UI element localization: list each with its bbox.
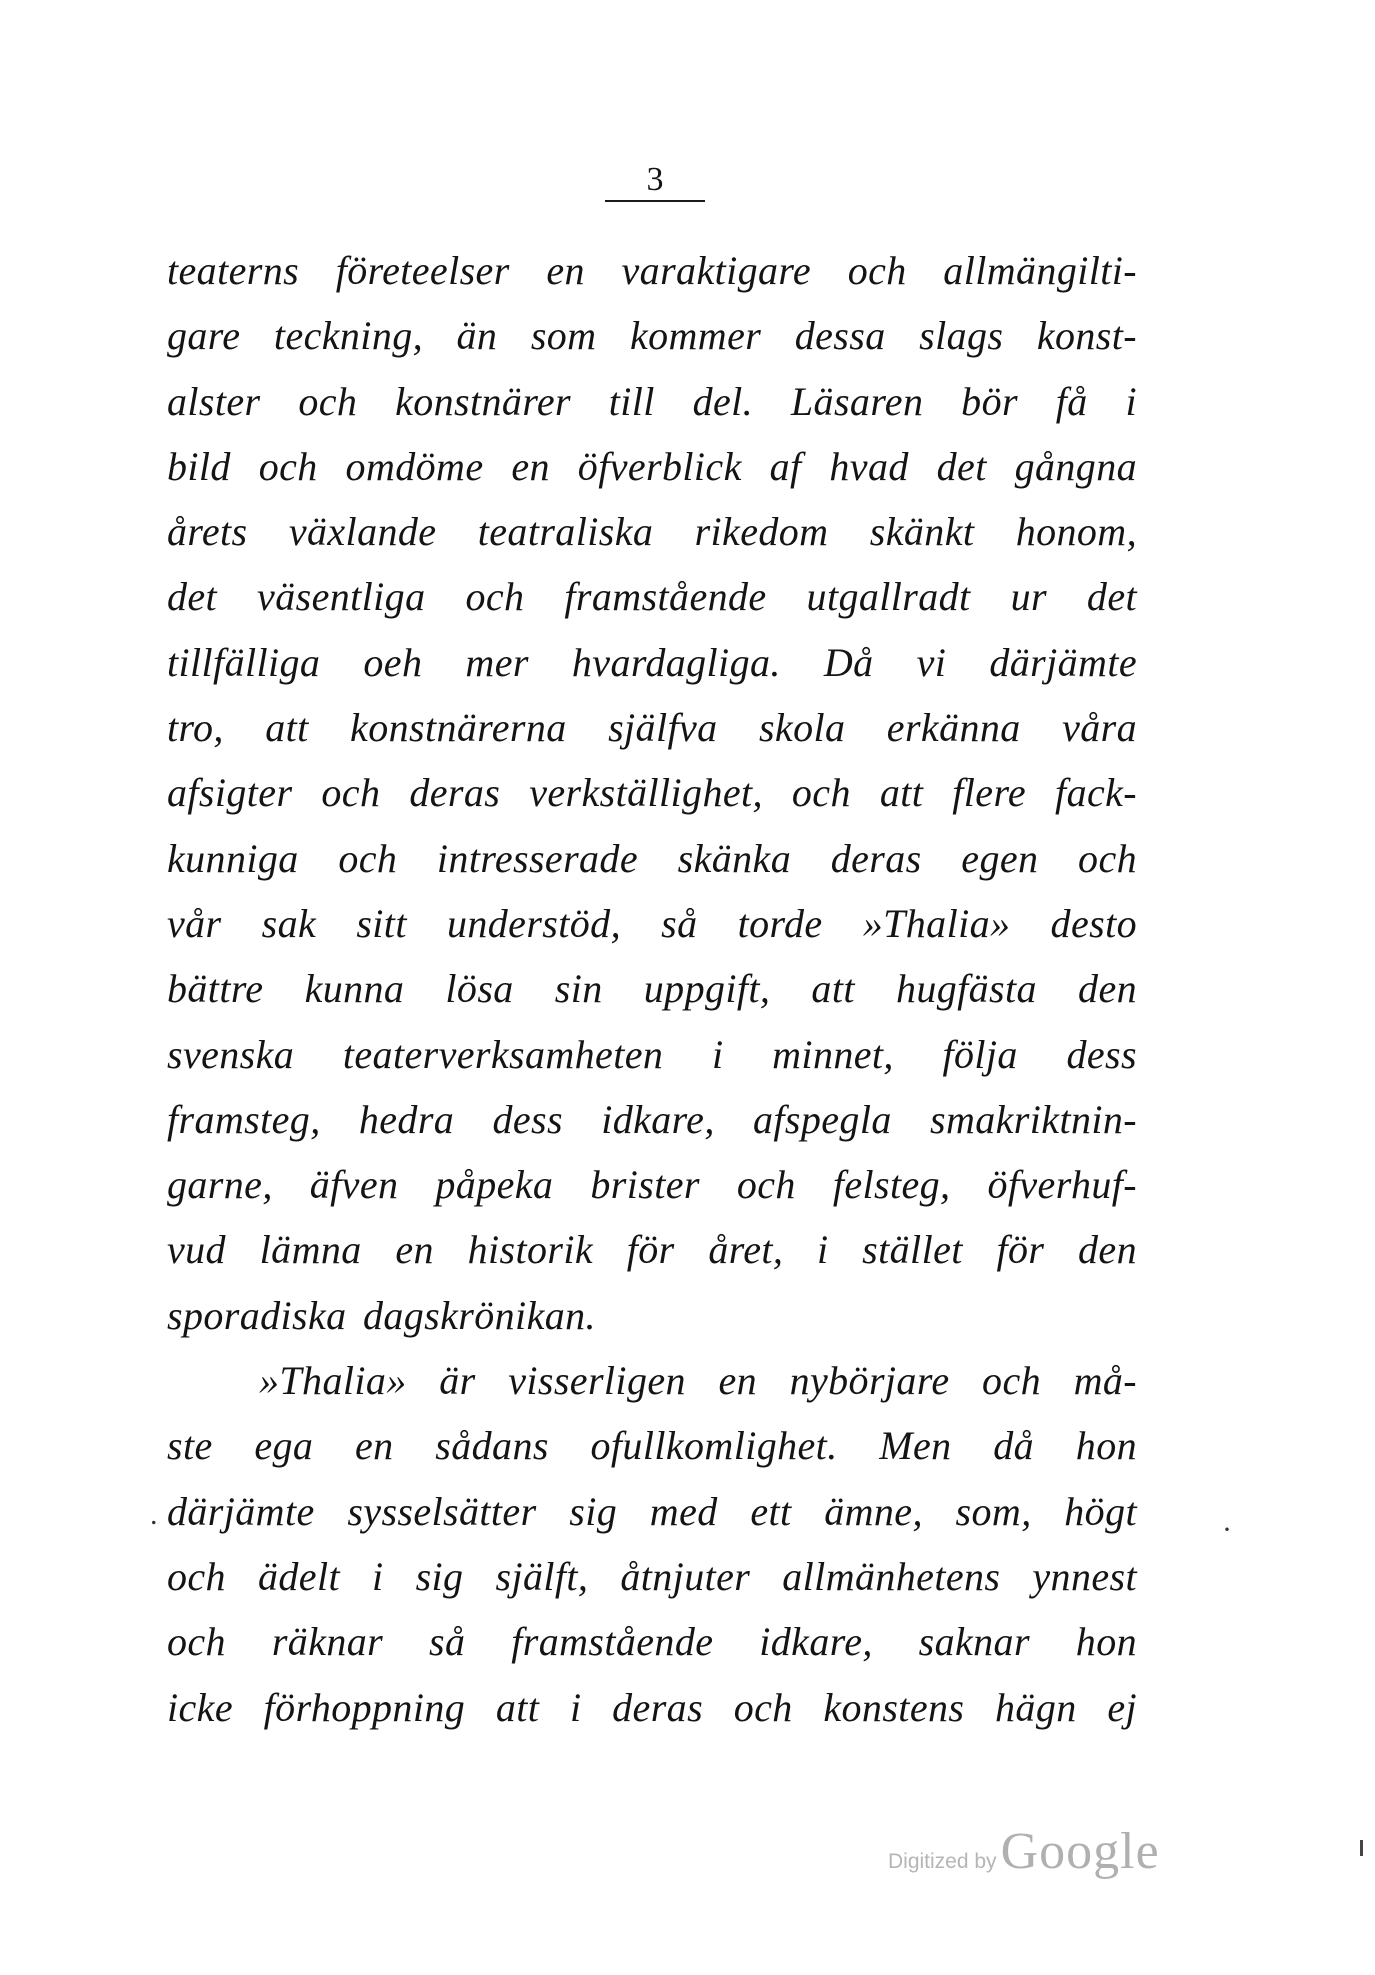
text-line: alster och konstnärer till del. Läsaren bör få i (167, 378, 1137, 424)
google-logo: Google (1000, 1823, 1160, 1880)
text-line: därjämte sysselsätter sig med ett ämne, som, högt (167, 1488, 1137, 1534)
text-line-paragraph-end: sporadiska dagskrönikan. (167, 1292, 596, 1338)
text-line: bild och omdöme en öfverblick af hvad det gångna (167, 443, 1137, 489)
text-line: icke förhoppning att i deras och konstens hägn ej (167, 1684, 1137, 1730)
page-number: 3 (646, 161, 664, 198)
text-line: tro, att konstnärerna själfva skola erkänna våra (167, 705, 1137, 751)
text-line: det väsentliga och framstående utgallradt ur det (167, 574, 1137, 620)
text-line: garne, äfven påpeka brister och felsteg, öfverhuf- (167, 1162, 1137, 1208)
text-line: ste ega en sådans ofullkomlighet. Men då hon (167, 1423, 1137, 1469)
text-line: svenska teaterverksamheten i minnet, följa dess (167, 1031, 1137, 1077)
margin-dot-mark: . (150, 1498, 158, 1531)
page-number-rule (605, 200, 705, 202)
text-line-paragraph-start: »Thalia» är visserligen en nybörjare och må- (259, 1358, 1137, 1404)
text-line: bättre kunna lösa sin uppgift, att hugfästa den (167, 966, 1137, 1012)
text-line: vår sak sitt understöd, så torde »Thalia» desto (167, 900, 1137, 946)
body-text (167, 238, 1137, 1740)
text-line: gare teckning, än som kommer dessa slags konst- (167, 313, 1137, 359)
text-line: och ädelt i sig själft, åtnjuter allmänhetens ynnest (167, 1553, 1137, 1599)
edge-scan-mark (1360, 1840, 1363, 1856)
text-line: årets växlande teatraliska rikedom skänkt honom, (167, 509, 1137, 555)
text-line: kunniga och intresserade skänka deras egen och (167, 835, 1137, 881)
text-line: vud lämna en historik för året, i stället för den (167, 1227, 1137, 1273)
text-line: tillfälliga oeh mer hvardagliga. Då vi därjämte (167, 639, 1137, 685)
text-line: afsigter och deras verkställighet, och att flere fack- (167, 770, 1137, 816)
digitized-watermark (888, 1822, 1160, 1881)
text-line: framsteg, hedra dess idkare, afspegla smakriktnin- (167, 1096, 1137, 1142)
text-line: teaterns företeelser en varaktigare och allmängilti- (167, 248, 1137, 293)
text-line: och räknar så framstående idkare, saknar hon (167, 1619, 1137, 1665)
margin-dot-mark: · (1222, 1513, 1232, 1546)
watermark-prefix: Digitized by (888, 1850, 997, 1873)
